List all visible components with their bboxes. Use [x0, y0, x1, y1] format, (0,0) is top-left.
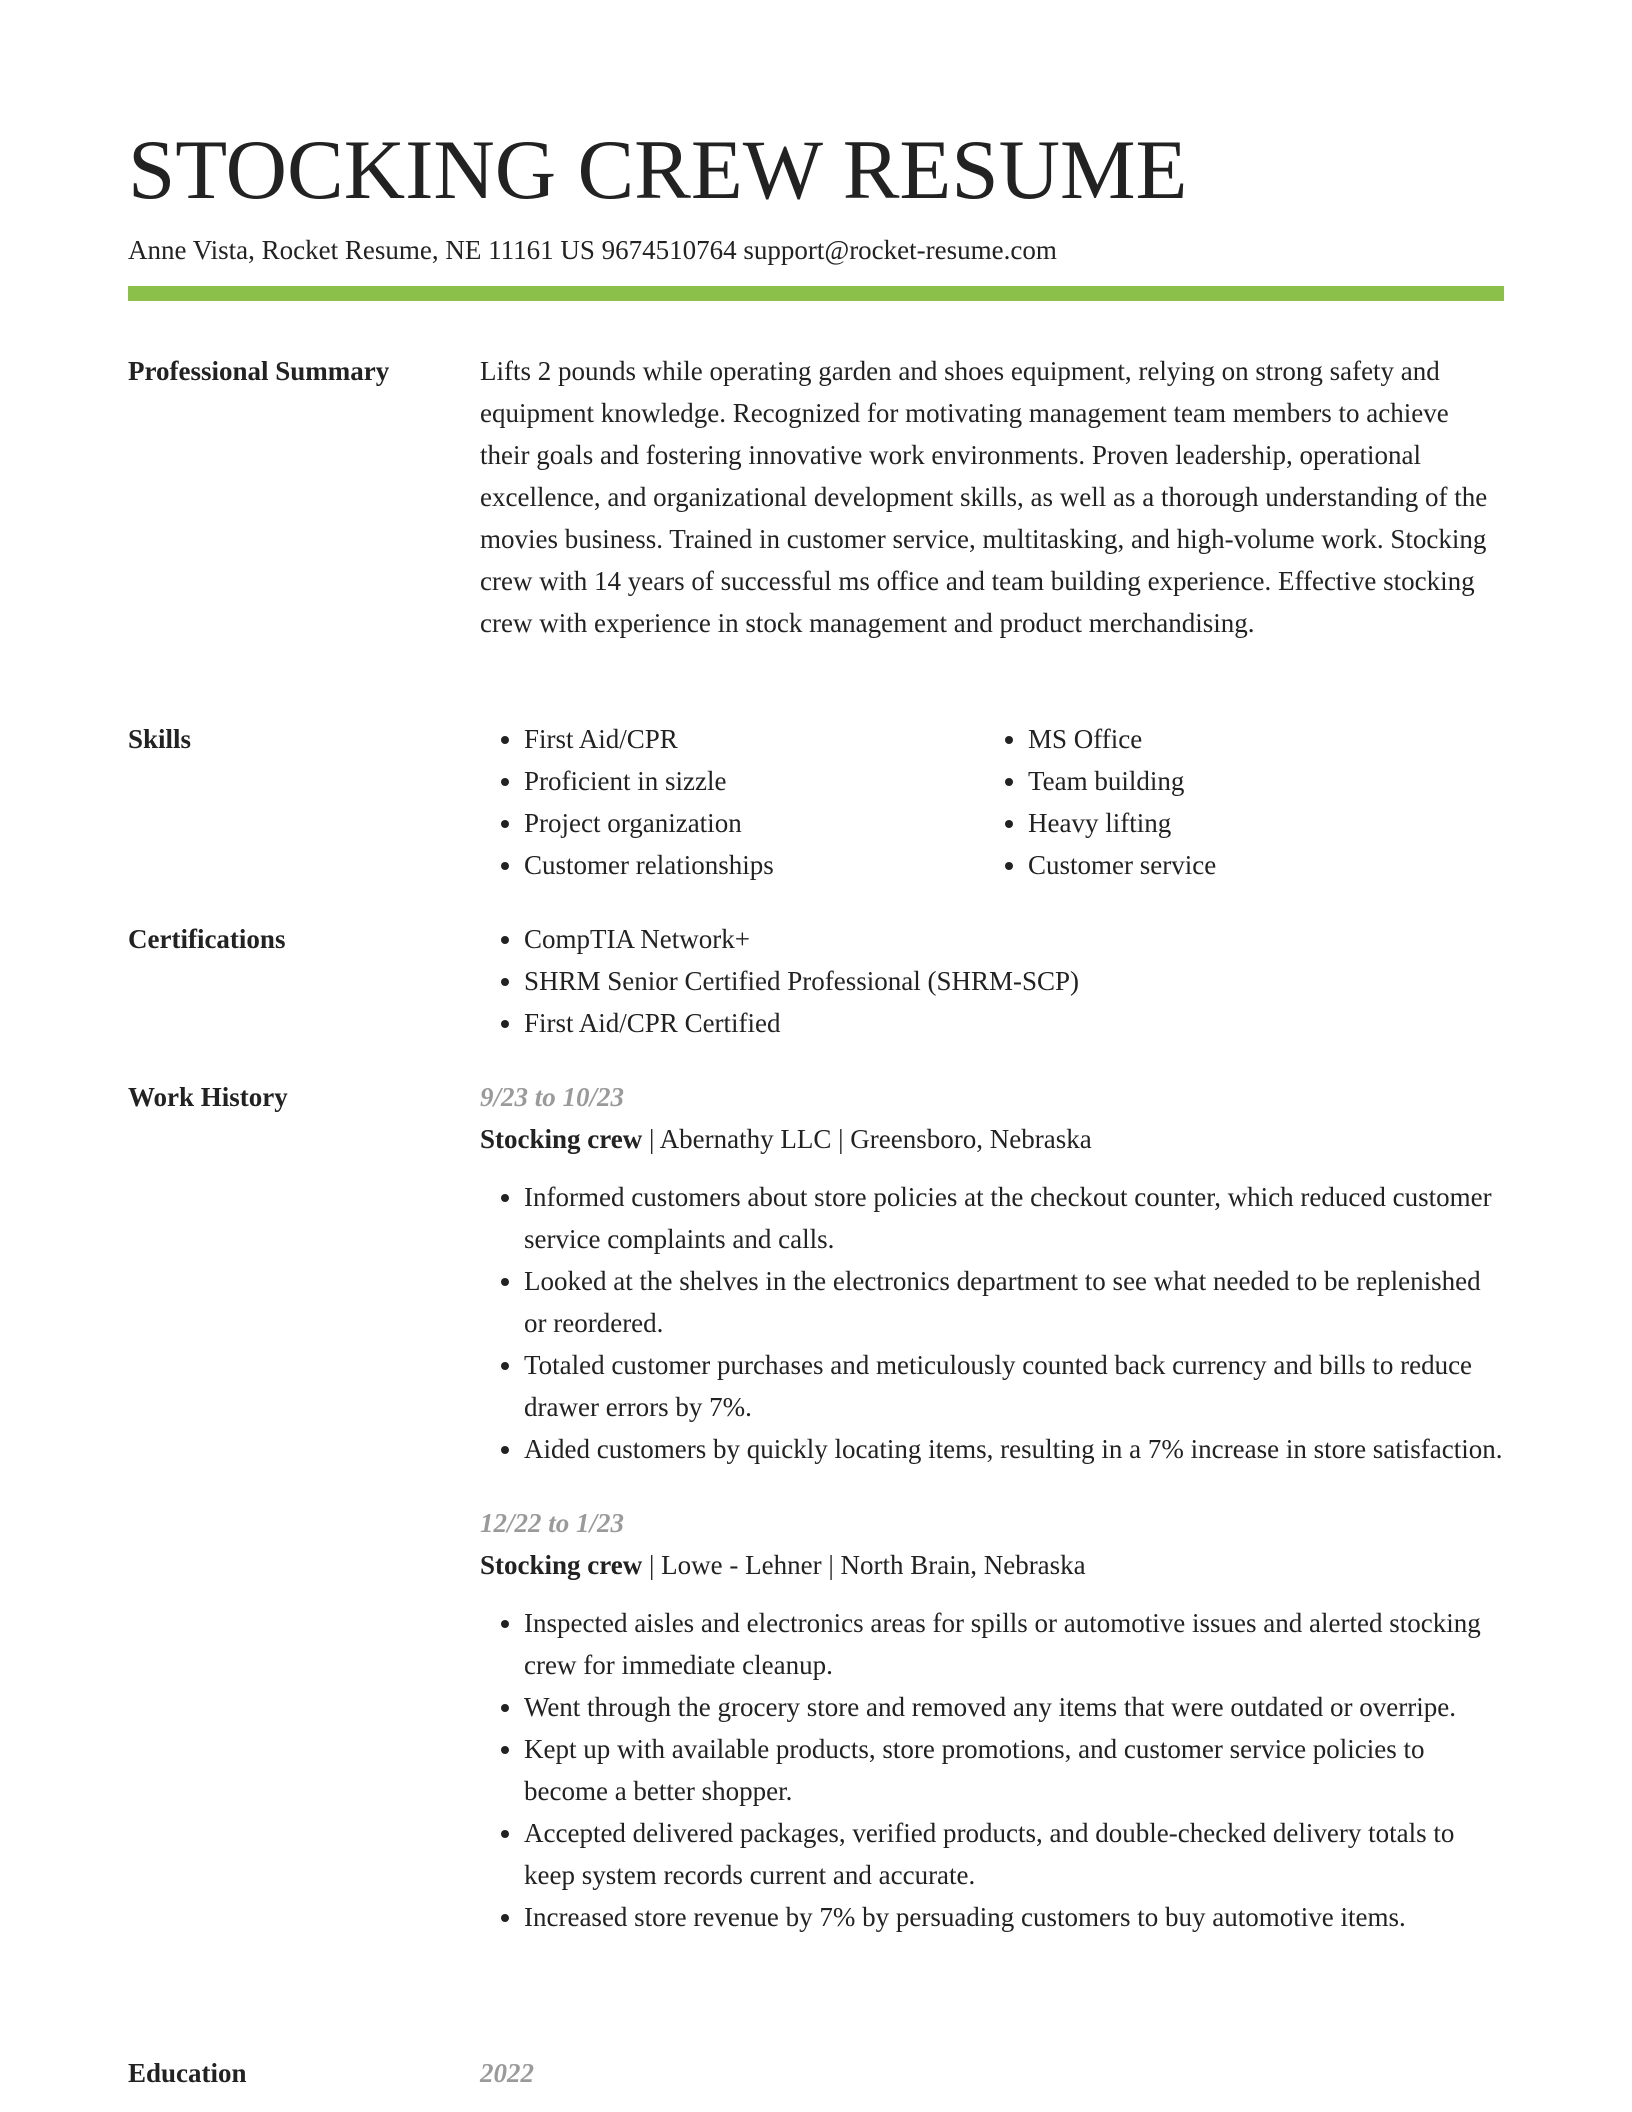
page-title: STOCKING CREW RESUME — [128, 123, 1188, 217]
section-heading-summary: Professional Summary — [128, 356, 390, 386]
job-entry — [480, 1502, 1504, 1938]
job-title: Stocking crew — [480, 1124, 643, 1154]
skills-list — [480, 718, 1504, 886]
skills-column-left — [480, 718, 984, 886]
section-heading-certifications: Certifications — [128, 924, 286, 954]
skill-item: • First Aid/CPR — [524, 718, 984, 760]
section-heading-work-history: Work History — [128, 1082, 288, 1112]
skill-item: • Heavy lifting — [1028, 802, 1488, 844]
job-dates: 9/23 to 10/23 — [480, 1082, 625, 1112]
certifications-list — [480, 918, 1504, 1044]
skills-column-right — [984, 718, 1488, 886]
job-role-line — [480, 1118, 1504, 1160]
skill-item: • Proficient in sizzle — [524, 760, 984, 802]
job-bullet: • Kept up with available products, store promotions, and customer service policies to become a better shopper. — [524, 1728, 1504, 1812]
job-bullet: • Increased store revenue by 7% by persuading customers to buy automotive items. — [524, 1896, 1504, 1938]
education-body — [480, 2052, 1504, 2094]
certification-item: • SHRM Senior Certified Professional (SHRM-SCP) — [524, 960, 1504, 1002]
job-bullet: • Totaled customer purchases and meticulously counted back currency and bills to reduce drawer errors by 7%. — [524, 1344, 1504, 1428]
skill-item: • Customer relationships — [524, 844, 984, 886]
skill-item: • Project organization — [524, 802, 984, 844]
contact-line: Anne Vista, Rocket Resume, NE 11161 US 9674510764 support@rocket-resume.com — [128, 235, 1057, 265]
job-role-line — [480, 1544, 1504, 1586]
skill-item: • MS Office — [1028, 718, 1488, 760]
job-employer-location: | Abernathy LLC | Greensboro, Nebraska — [642, 1124, 1092, 1154]
job-dates: 12/22 to 1/23 — [480, 1508, 625, 1538]
certification-item: • First Aid/CPR Certified — [524, 1002, 1504, 1044]
job-bullets — [480, 1176, 1504, 1470]
job-bullet: • Inspected aisles and electronics areas for spills or automotive issues and alerted stocking crew for immediate cleanup. — [524, 1602, 1504, 1686]
summary-text: Lifts 2 pounds while operating garden and shoes equipment, relying on strong safety and equipment knowledge. Recognized for motivating management team members to achieve their goals and fostering innovative work environments. Proven leadership, operational excellence, and organizational development skills, as well as a thorough understanding of the movies business. Trained in customer service, multitasking, and high-volume work. Stocking crew with 14 years of successful ms office and team building experience. Effective stocking crew with experience in stock management and product merchandising. — [480, 356, 1488, 638]
job-bullet: • Aided customers by quickly locating items, resulting in a 7% increase in store satisfaction. — [524, 1428, 1504, 1470]
job-bullet: • Looked at the shelves in the electronics department to see what needed to be replenished or reordered. — [524, 1260, 1504, 1344]
job-bullets — [480, 1602, 1504, 1938]
work-history-body — [480, 1076, 1504, 1970]
accent-divider — [128, 286, 1504, 301]
education-dates: 2022 — [480, 2058, 534, 2088]
skill-item: • Customer service — [1028, 844, 1488, 886]
skill-item: • Team building — [1028, 760, 1488, 802]
job-bullet: • Informed customers about store policies at the checkout counter, which reduced customer service complaints and calls. — [524, 1176, 1504, 1260]
job-bullet: • Accepted delivered packages, verified products, and double-checked delivery totals to keep system records current and accurate. — [524, 1812, 1504, 1896]
section-heading-education: Education — [128, 2058, 247, 2088]
certification-item: • CompTIA Network+ — [524, 918, 1504, 960]
job-entry — [480, 1076, 1504, 1470]
job-bullet: • Went through the grocery store and removed any items that were outdated or overripe. — [524, 1686, 1504, 1728]
section-heading-skills: Skills — [128, 724, 192, 754]
job-employer-location: | Lowe - Lehner | North Brain, Nebraska — [642, 1550, 1086, 1580]
summary-body — [480, 350, 1504, 644]
job-title: Stocking crew — [480, 1550, 643, 1580]
